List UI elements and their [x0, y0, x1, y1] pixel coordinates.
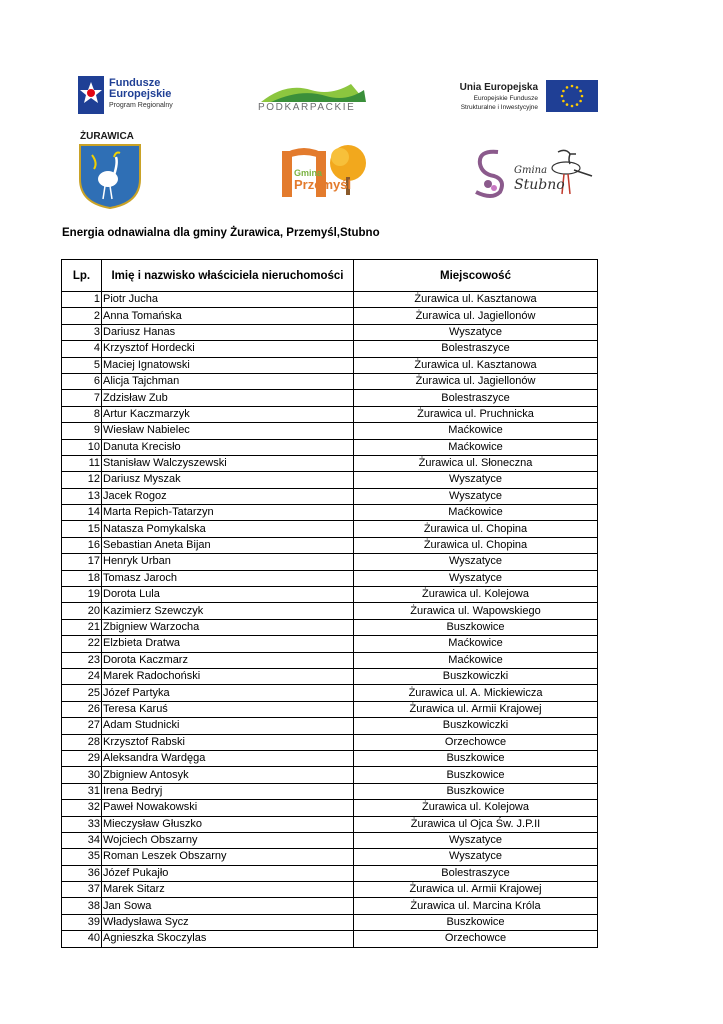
cell-lp: 40	[62, 931, 102, 947]
cell-lp: 6	[62, 373, 102, 389]
cell-name: Piotr Jucha	[102, 292, 354, 308]
cell-lp: 26	[62, 701, 102, 717]
table-row	[62, 734, 598, 750]
cell-place: Buszkowice	[354, 619, 598, 635]
table-row	[62, 341, 598, 357]
cell-lp: 35	[62, 849, 102, 865]
cell-lp: 29	[62, 750, 102, 766]
fundusze-europejskie-logo	[78, 74, 188, 116]
cell-place: Buszkowice	[354, 914, 598, 930]
cell-lp: 2	[62, 308, 102, 324]
cell-place: Żurawica ul. Jagiellonów	[354, 373, 598, 389]
cell-lp: 13	[62, 488, 102, 504]
cell-lp: 17	[62, 554, 102, 570]
table-row	[62, 636, 598, 652]
cell-lp: 7	[62, 390, 102, 406]
cell-name: Władysława Sycz	[102, 914, 354, 930]
cell-place: Wyszatyce	[354, 488, 598, 504]
cell-place: Maćkowice	[354, 652, 598, 668]
document-title: Energia odnawialna dla gminy Żurawica, Przemyśl,Stubno	[62, 227, 380, 239]
table-row	[62, 455, 598, 471]
cell-lp: 3	[62, 324, 102, 340]
cell-name: Zbigniew Antosyk	[102, 767, 354, 783]
table-row	[62, 373, 598, 389]
cell-name: Dorota Lula	[102, 587, 354, 603]
table-header-row	[62, 260, 598, 292]
zurawica-text: ŻURAWICA	[80, 131, 134, 142]
cell-lp: 23	[62, 652, 102, 668]
cell-name: Zbigniew Warzocha	[102, 619, 354, 635]
cell-lp: 1	[62, 292, 102, 308]
cell-name: Agnieszka Skoczylas	[102, 931, 354, 947]
cell-lp: 11	[62, 455, 102, 471]
cell-lp: 19	[62, 587, 102, 603]
cell-lp: 36	[62, 865, 102, 881]
cell-lp: 28	[62, 734, 102, 750]
cell-place: Wyszatyce	[354, 554, 598, 570]
header-lp: Lp.	[62, 260, 102, 292]
table-row	[62, 472, 598, 488]
cell-name: Roman Leszek Obszarny	[102, 849, 354, 865]
cell-place: Maćkowice	[354, 423, 598, 439]
table-row	[62, 931, 598, 947]
gmina-przemysl-logo	[280, 141, 374, 201]
cell-place: Buszkowiczki	[354, 668, 598, 684]
cell-place: Maćkowice	[354, 636, 598, 652]
eu-flag-icon	[546, 80, 598, 112]
cell-place: Żurawica ul. Armii Krajowej	[354, 882, 598, 898]
cell-name: Sebastian Aneta Bijan	[102, 537, 354, 553]
zurawica-coat-of-arms	[78, 131, 144, 211]
table-row	[62, 603, 598, 619]
table-row	[62, 816, 598, 832]
table-row	[62, 423, 598, 439]
cell-lp: 32	[62, 800, 102, 816]
table-row	[62, 619, 598, 635]
table-row	[62, 537, 598, 553]
table-row	[62, 587, 598, 603]
table-row	[62, 521, 598, 537]
cell-place: Żurawica ul. Marcina Króla	[354, 898, 598, 914]
cell-place: Żurawica ul. Armii Krajowej	[354, 701, 598, 717]
unia-europejska-logo	[446, 80, 601, 114]
cell-lp: 12	[62, 472, 102, 488]
cell-place: Żurawica ul. Chopina	[354, 537, 598, 553]
cell-place: Żurawica ul. Kasztanowa	[354, 292, 598, 308]
cell-place: Wyszatyce	[354, 849, 598, 865]
cell-place: Żurawica ul. Wapowskiego	[354, 603, 598, 619]
table-row	[62, 914, 598, 930]
cell-name: Henryk Urban	[102, 554, 354, 570]
cell-place: Żurawica ul. A. Mickiewicza	[354, 685, 598, 701]
cell-place: Maćkowice	[354, 439, 598, 455]
table-row	[62, 308, 598, 324]
cell-name: Jan Sowa	[102, 898, 354, 914]
cell-lp: 16	[62, 537, 102, 553]
table-row	[62, 488, 598, 504]
header-name: Imię i nazwisko właściciela nieruchomości	[102, 260, 354, 292]
cell-lp: 22	[62, 636, 102, 652]
table-row	[62, 554, 598, 570]
cell-name: Elzbieta Dratwa	[102, 636, 354, 652]
cell-name: Aleksandra Wardęga	[102, 750, 354, 766]
cell-place: Buszkowice	[354, 783, 598, 799]
ue-line1: Unia Europejska	[459, 82, 538, 93]
cell-name: Marek Radochoński	[102, 668, 354, 684]
cell-lp: 20	[62, 603, 102, 619]
cell-name: Józef Pukajło	[102, 865, 354, 881]
cell-name: Stanisław Walczyszewski	[102, 455, 354, 471]
cell-place: Żurawica ul. Chopina	[354, 521, 598, 537]
cell-name: Danuta Krecisło	[102, 439, 354, 455]
table-row	[62, 668, 598, 684]
table-row	[62, 390, 598, 406]
cell-place: Bolestraszyce	[354, 341, 598, 357]
table-row	[62, 292, 598, 308]
cell-lp: 39	[62, 914, 102, 930]
cell-name: Dariusz Hanas	[102, 324, 354, 340]
cell-lp: 37	[62, 882, 102, 898]
stubno-line2: Stubno	[514, 177, 565, 193]
cell-name: Tomasz Jaroch	[102, 570, 354, 586]
cell-lp: 21	[62, 619, 102, 635]
cell-place: Żurawica ul. Kolejowa	[354, 800, 598, 816]
przemysl-line1: Gmina	[294, 168, 323, 178]
table-row	[62, 570, 598, 586]
table-row	[62, 750, 598, 766]
cell-lp: 33	[62, 816, 102, 832]
cell-lp: 18	[62, 570, 102, 586]
cell-place: Bolestraszyce	[354, 865, 598, 881]
cell-name: Irena Bedryj	[102, 783, 354, 799]
table-row	[62, 865, 598, 881]
table-row	[62, 505, 598, 521]
fundusze-line3: Program Regionalny	[109, 102, 173, 109]
cell-place: Wyszatyce	[354, 324, 598, 340]
table-row	[62, 652, 598, 668]
ue-line2: Europejskie Fundusze	[473, 95, 538, 102]
gmina-stubno-logo	[470, 146, 596, 200]
cell-lp: 30	[62, 767, 102, 783]
table-row	[62, 800, 598, 816]
fundusze-line1: Fundusze	[109, 77, 161, 89]
cell-name: Alicja Tajchman	[102, 373, 354, 389]
table-row	[62, 898, 598, 914]
cell-lp: 34	[62, 832, 102, 848]
table-row	[62, 832, 598, 848]
podkarpackie-logo	[256, 80, 371, 116]
fundusze-line2: Europejskie	[109, 88, 172, 100]
table-row	[62, 357, 598, 373]
cell-place: Wyszatyce	[354, 832, 598, 848]
cell-name: Dorota Kaczmarz	[102, 652, 354, 668]
cell-place: Żurawica ul. Kolejowa	[354, 587, 598, 603]
cell-name: Marek Sitarz	[102, 882, 354, 898]
cell-place: Maćkowice	[354, 505, 598, 521]
cell-place: Żurawica ul. Kasztanowa	[354, 357, 598, 373]
cell-name: Józef Partyka	[102, 685, 354, 701]
cell-place: Bolestraszyce	[354, 390, 598, 406]
table-row	[62, 406, 598, 422]
table-row	[62, 882, 598, 898]
cell-place: Orzechowce	[354, 734, 598, 750]
cell-place: Żurawica ul. Słoneczna	[354, 455, 598, 471]
table-row	[62, 439, 598, 455]
table-row	[62, 324, 598, 340]
cell-place: Żurawica ul. Pruchnicka	[354, 406, 598, 422]
cell-place: Wyszatyce	[354, 570, 598, 586]
cell-name: Paweł Nowakowski	[102, 800, 354, 816]
cell-lp: 27	[62, 718, 102, 734]
cell-name: Wiesław Nabielec	[102, 423, 354, 439]
cell-name: Anna Tomańska	[102, 308, 354, 324]
cell-lp: 38	[62, 898, 102, 914]
cell-name: Zdzisław Zub	[102, 390, 354, 406]
cell-place: Żurawica ul. Jagiellonów	[354, 308, 598, 324]
cell-lp: 4	[62, 341, 102, 357]
cell-name: Dariusz Myszak	[102, 472, 354, 488]
cell-place: Buszkowice	[354, 767, 598, 783]
crane-shield-icon	[78, 143, 142, 209]
podkarpackie-text: PODKARPACKIE	[258, 102, 356, 113]
cell-name: Adam Studnicki	[102, 718, 354, 734]
mountains-icon	[256, 80, 371, 104]
cell-name: Marta Repich-Tatarzyn	[102, 505, 354, 521]
cell-name: Krzysztof Hordecki	[102, 341, 354, 357]
table-row	[62, 685, 598, 701]
cell-lp: 24	[62, 668, 102, 684]
cell-lp: 31	[62, 783, 102, 799]
header-place: Miejscowość	[354, 260, 598, 292]
cell-name: Teresa Karuś	[102, 701, 354, 717]
cell-name: Mieczysław Głuszko	[102, 816, 354, 832]
cell-lp: 25	[62, 685, 102, 701]
cell-place: Buszkowiczki	[354, 718, 598, 734]
cell-lp: 5	[62, 357, 102, 373]
cell-name: Kazimierz Szewczyk	[102, 603, 354, 619]
table-row	[62, 849, 598, 865]
table-row	[62, 767, 598, 783]
cell-lp: 15	[62, 521, 102, 537]
table-row	[62, 783, 598, 799]
table-row	[62, 701, 598, 717]
cell-name: Jacek Rogoz	[102, 488, 354, 504]
cell-lp: 8	[62, 406, 102, 422]
cell-name: Wojciech Obszarny	[102, 832, 354, 848]
cell-lp: 10	[62, 439, 102, 455]
cell-name: Artur Kaczmarzyk	[102, 406, 354, 422]
cell-place: Orzechowce	[354, 931, 598, 947]
stubno-line1: Gmina	[514, 165, 548, 176]
cell-name: Maciej Ignatowski	[102, 357, 354, 373]
cell-place: Wyszatyce	[354, 472, 598, 488]
cell-place: Buszkowice	[354, 750, 598, 766]
cell-name: Krzysztof Rabski	[102, 734, 354, 750]
ue-line3: Strukturalne i Inwestycyjne	[460, 104, 538, 111]
cell-name: Natasza Pomykalska	[102, 521, 354, 537]
table-row	[62, 718, 598, 734]
cell-lp: 9	[62, 423, 102, 439]
cell-lp: 14	[62, 505, 102, 521]
cell-place: Żurawica ul Ojca Św. J.P.II	[354, 816, 598, 832]
przemysl-line2: Przemyśl	[294, 177, 352, 192]
owners-table	[61, 259, 598, 948]
